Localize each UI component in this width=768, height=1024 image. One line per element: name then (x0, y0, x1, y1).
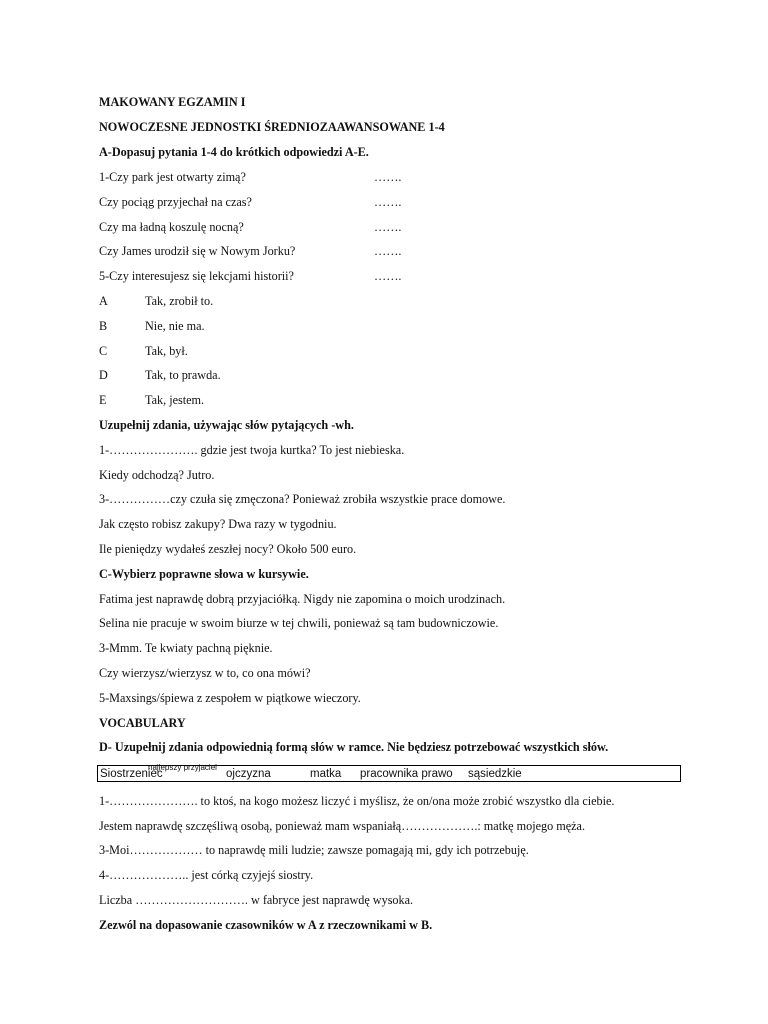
section-e-heading: Zezwól na dopasowanie czasowników w A z rzeczownikami w B. (99, 918, 433, 932)
section-c-line-3: 3-Mmm. Te kwiaty pachną pięknie. (99, 641, 273, 655)
vocabulary-heading: VOCABULARY (99, 716, 186, 730)
option-text-e: Tak, jestem. (145, 393, 205, 407)
section-d-line-1: 1-…………………. to ktoś, na kogo możesz liczyć i myślisz, że on/ona może zrobić wszystko dla ciebie. (99, 794, 615, 808)
section-c-line-1: Fatima jest naprawdę dobrą przyjaciółką. Nigdy nie zapomina o moich urodzinach. (99, 592, 506, 606)
option-text-d: Tak, to prawda. (145, 368, 221, 382)
section-d-line-4: 4-……………….. jest córką czyjejś siostry. (99, 868, 314, 882)
option-letter-e: E (99, 393, 107, 407)
word-box-item-1-overlay: najlepszy przyjaciel (148, 763, 217, 772)
question-4: Czy James urodził się w Nowym Jorku? (99, 244, 296, 258)
word-box-item-2: ojczyzna (226, 768, 271, 780)
section-b-line-3: 3-……………czy czuła się zmęczona? Ponieważ zrobiła wszystkie prace domowe. (99, 492, 506, 506)
section-d-line-3: 3-Moi……………… to naprawdę mili ludzie; zawsze pomagają mi, gdy ich potrzebuję. (99, 843, 529, 857)
section-a-heading: A-Dopasuj pytania 1-4 do krótkich odpowiedzi A-E. (99, 145, 369, 159)
question-1: 1-Czy park jest otwarty zimą? (99, 170, 246, 184)
section-b-line-5: Ile pieniędzy wydałeś zeszłej nocy? Około 500 euro. (99, 542, 357, 556)
answer-blank-4: ……. (374, 244, 402, 258)
answer-blank-1: ……. (374, 170, 402, 184)
word-box-item-4: pracownika prawo (360, 768, 453, 780)
option-letter-a: A (99, 294, 108, 308)
word-box (97, 765, 681, 782)
section-b-heading: Uzupełnij zdania, używając słów pytających -wh. (99, 418, 354, 432)
answer-blank-2: ……. (374, 195, 402, 209)
word-box-item-5: sąsiedzkie (468, 768, 522, 780)
section-b-line-4: Jak często robisz zakupy? Dwa razy w tygodniu. (99, 517, 337, 531)
section-d-heading: D- Uzupełnij zdania odpowiednią formą słów w ramce. Nie będziesz potrzebować wszystkich słów. (99, 740, 609, 754)
word-box-item-3: matka (310, 768, 342, 780)
section-b-line-2: Kiedy odchodzą? Jutro. (99, 468, 215, 482)
question-3: Czy ma ładną koszulę nocną? (99, 220, 244, 234)
option-text-b: Nie, nie ma. (145, 319, 205, 333)
question-2: Czy pociąg przyjechał na czas? (99, 195, 252, 209)
option-letter-c: C (99, 344, 108, 358)
option-letter-d: D (99, 368, 108, 382)
answer-blank-5: ……. (374, 269, 402, 283)
word-box-item-1: Siostrzeniec (100, 768, 163, 780)
answer-blank-3: ……. (374, 220, 402, 234)
section-c-line-4: Czy wierzysz/wierzysz w to, co ona mówi? (99, 666, 311, 680)
section-c-heading: C-Wybierz poprawne słowa w kursywie. (99, 567, 309, 581)
exam-subtitle: NOWOCZESNE JEDNOSTKI ŚREDNIOZAAWANSOWANE 1-4 (99, 120, 445, 134)
option-text-a: Tak, zrobił to. (145, 294, 214, 308)
option-letter-b: B (99, 319, 108, 333)
section-d-line-5: Liczba ………………………. w fabryce jest naprawdę wysoka. (99, 893, 414, 907)
option-text-c: Tak, był. (145, 344, 188, 358)
section-d-line-2: Jestem naprawdę szczęśliwą osobą, ponieważ mam wspaniałą……………….: matkę mojego męża. (99, 819, 585, 833)
question-5: 5-Czy interesujesz się lekcjami historii? (99, 269, 294, 283)
section-c-line-2: Selina nie pracuje w swoim biurze w tej chwili, ponieważ są tam budowniczowie. (99, 616, 499, 630)
exam-title: MAKOWANY EGZAMIN I (99, 95, 246, 109)
section-b-line-1: 1-…………………. gdzie jest twoja kurtka? To jest niebieska. (99, 443, 405, 457)
section-c-line-5: 5-Maxsings/śpiewa z zespołem w piątkowe wieczory. (99, 691, 361, 705)
